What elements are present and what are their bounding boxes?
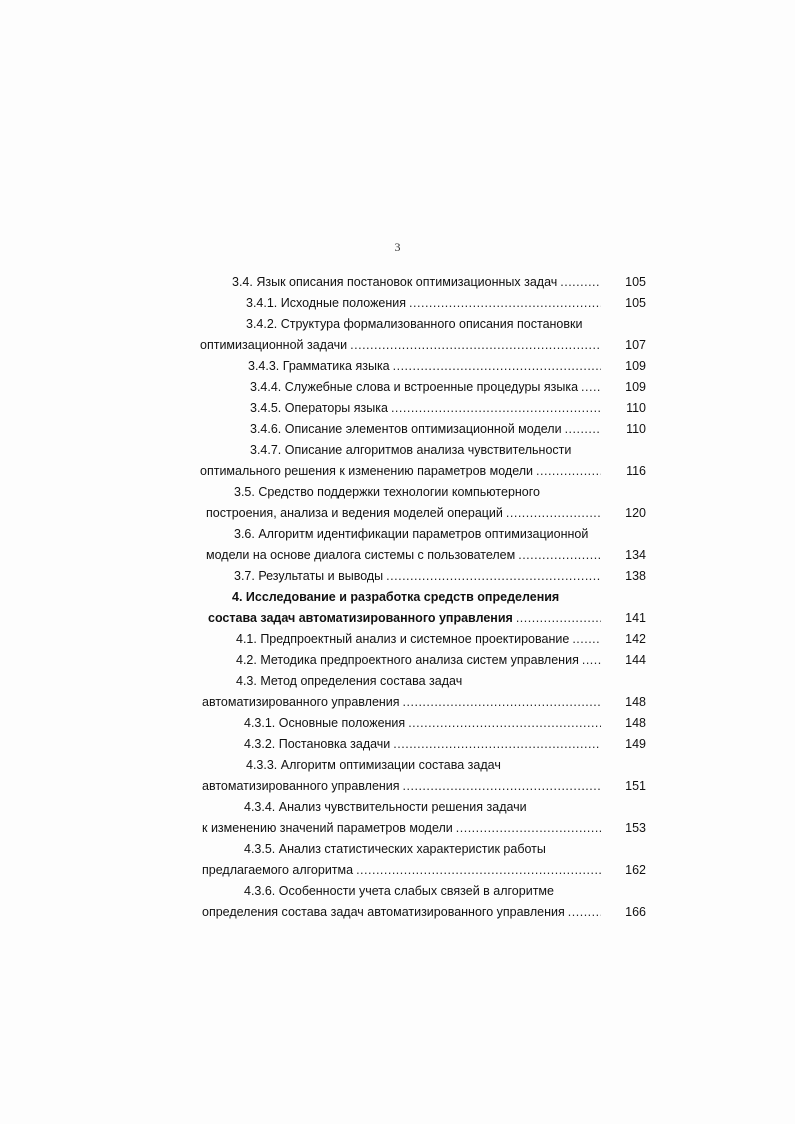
toc-entry-4-1 — [236, 629, 604, 649]
toc-page-number: 142 — [625, 632, 646, 646]
toc-entry-3-4-2-cont — [200, 335, 604, 355]
toc-entry-text: 4.3.5. Анализ статистических характеристик работы — [244, 842, 546, 856]
toc-page-number: 116 — [626, 464, 646, 478]
toc-entry-text: 4.3.1. Основные положения — [244, 716, 406, 730]
toc-entry-4-3-6-cont — [202, 902, 604, 922]
toc-page-number: 138 — [625, 569, 646, 583]
toc-entry-text: 4.3. Метод определения состава задач — [236, 674, 463, 688]
toc-page-number: 148 — [625, 716, 646, 730]
toc-entry-text: определения состава задач автоматизированного управления — [202, 905, 565, 919]
leader-dots — [456, 818, 601, 838]
toc-entry-3-5 — [234, 482, 604, 502]
toc-entry-3-4-3 — [248, 356, 604, 376]
leader-dots — [518, 545, 601, 565]
toc-entry-text: 3.4.1. Исходные положения — [246, 296, 407, 310]
toc-page-number: 148 — [625, 695, 646, 709]
toc-entry-4-2 — [236, 650, 604, 670]
toc-page-number: 109 — [625, 380, 646, 394]
toc-entry-3-4-5 — [250, 398, 604, 418]
toc-entry-text: 4.3.3. Алгоритм оптимизации состава задач — [246, 758, 501, 772]
toc-page-number: 141 — [625, 611, 646, 625]
toc-page-number: 110 — [626, 401, 646, 415]
leader-dots — [386, 566, 601, 586]
toc-entry-text: оптимального решения к изменению параметров модели — [200, 464, 534, 478]
leader-dots — [393, 356, 601, 376]
toc-entry-text: 4. Исследование и разработка средств определения — [232, 590, 560, 604]
leader-dots — [581, 377, 601, 397]
toc-entry-text: 3.4.3. Грамматика языка — [248, 359, 390, 373]
toc-entry-text: 4.3.2. Постановка задачи — [244, 737, 391, 751]
toc-entry-text: 4.2. Методика предпроектного анализа систем управления — [236, 653, 579, 667]
leader-dots — [568, 902, 601, 922]
page-number: 3 — [394, 240, 401, 254]
toc-entry-text: 3.4.2. Структура формализованного описания постановки — [246, 317, 583, 331]
toc-page-number: 151 — [625, 779, 646, 793]
toc-entry-4-3-1 — [244, 713, 604, 733]
toc-entry-text: предлагаемого алгоритма — [202, 863, 354, 877]
toc-entry-3-4-4 — [250, 377, 604, 397]
toc-entry-text: построения, анализа и ведения моделей операций — [206, 506, 503, 520]
toc-entry-4-3-5-cont — [202, 860, 604, 880]
toc-entry-4-3-6 — [244, 881, 604, 901]
leader-dots — [408, 713, 601, 733]
toc-entry-text: 3.4.4. Служебные слова и встроенные процедуры языка — [250, 380, 579, 394]
leader-dots — [403, 692, 601, 712]
toc-entry-3-5-cont — [206, 503, 604, 523]
toc-entry-text: 3.4.6. Описание элементов оптимизационной модели — [250, 422, 562, 436]
toc-entry-text: автоматизированного управления — [202, 695, 400, 709]
toc-entry-4-3-5 — [244, 839, 604, 859]
toc-entry-3-6 — [234, 524, 604, 544]
toc-page-number: 105 — [625, 296, 646, 310]
toc-entry-text: 4.1. Предпроектный анализ и системное проектирование — [236, 632, 570, 646]
toc-entry-3-6-cont — [206, 545, 604, 565]
toc-entry-4-3-cont — [202, 692, 604, 712]
leader-dots — [536, 461, 601, 481]
toc-entry-text: 3.5. Средство поддержки технологии компьютерного — [234, 485, 540, 499]
toc-page-number: 109 — [625, 359, 646, 373]
toc-entry-text: 3.4.7. Описание алгоритмов анализа чувствительности — [250, 443, 572, 457]
toc-page-number: 149 — [625, 737, 646, 751]
toc-entry-text: состава задач автоматизированного управления — [208, 611, 513, 625]
toc-entry-text: 3.6. Алгоритм идентификации параметров оптимизационной — [234, 527, 589, 541]
leader-dots — [506, 503, 601, 523]
toc-entry-3-4-6 — [250, 419, 604, 439]
leader-dots — [393, 734, 601, 754]
toc-entry-4 — [232, 587, 604, 607]
toc-entry-text: 3.4.5. Операторы языка — [250, 401, 388, 415]
toc-page-number: 110 — [626, 422, 646, 436]
leader-dots — [391, 398, 601, 418]
leader-dots — [560, 272, 601, 292]
toc-entry-4-cont — [208, 608, 604, 628]
toc-entry-4-3 — [236, 671, 604, 691]
leader-dots — [565, 419, 601, 439]
toc-page-number: 134 — [625, 548, 646, 562]
toc-page-number: 153 — [625, 821, 646, 835]
toc-entry-4-3-3-cont — [202, 776, 604, 796]
toc-entry-3-7 — [234, 566, 604, 586]
leader-dots — [409, 293, 601, 313]
toc-entry-text: 4.3.6. Особенности учета слабых связей в алгоритме — [244, 884, 554, 898]
toc-entry-4-3-2 — [244, 734, 604, 754]
toc-page-number: 107 — [625, 338, 646, 352]
leader-dots — [572, 629, 601, 649]
toc-page-number: 162 — [625, 863, 646, 877]
toc-entry-text: автоматизированного управления — [202, 779, 400, 793]
toc-page-number: 166 — [625, 905, 646, 919]
toc-entry-3-4-7 — [250, 440, 606, 460]
toc-page-number: 105 — [625, 275, 646, 289]
toc-entry-3-4-1 — [246, 293, 604, 313]
toc-page-number: 120 — [625, 506, 646, 520]
toc-entry-text: к изменению значений параметров модели — [202, 821, 453, 835]
toc-entry-3-4 — [232, 272, 604, 292]
leader-dots — [582, 650, 601, 670]
toc-entry-4-3-4 — [244, 797, 604, 817]
leader-dots — [516, 608, 601, 628]
toc-entry-4-3-4-cont — [202, 818, 604, 838]
leader-dots — [350, 335, 601, 355]
leader-dots — [356, 860, 601, 880]
toc-entry-text: 3.4. Язык описания постановок оптимизационных задач — [232, 275, 558, 289]
toc-entry-text: модели на основе диалога системы с пользователем — [206, 548, 516, 562]
leader-dots — [403, 776, 601, 796]
toc-page-number: 144 — [625, 653, 646, 667]
toc-entry-text: 4.3.4. Анализ чувствительности решения задачи — [244, 800, 527, 814]
toc-entry-text: оптимизационной задачи — [200, 338, 348, 352]
toc-entry-text: 3.7. Результаты и выводы — [234, 569, 384, 583]
toc-entry-4-3-3 — [246, 755, 604, 775]
toc-entry-3-4-7-cont — [200, 461, 604, 481]
toc-entry-3-4-2 — [246, 314, 606, 334]
